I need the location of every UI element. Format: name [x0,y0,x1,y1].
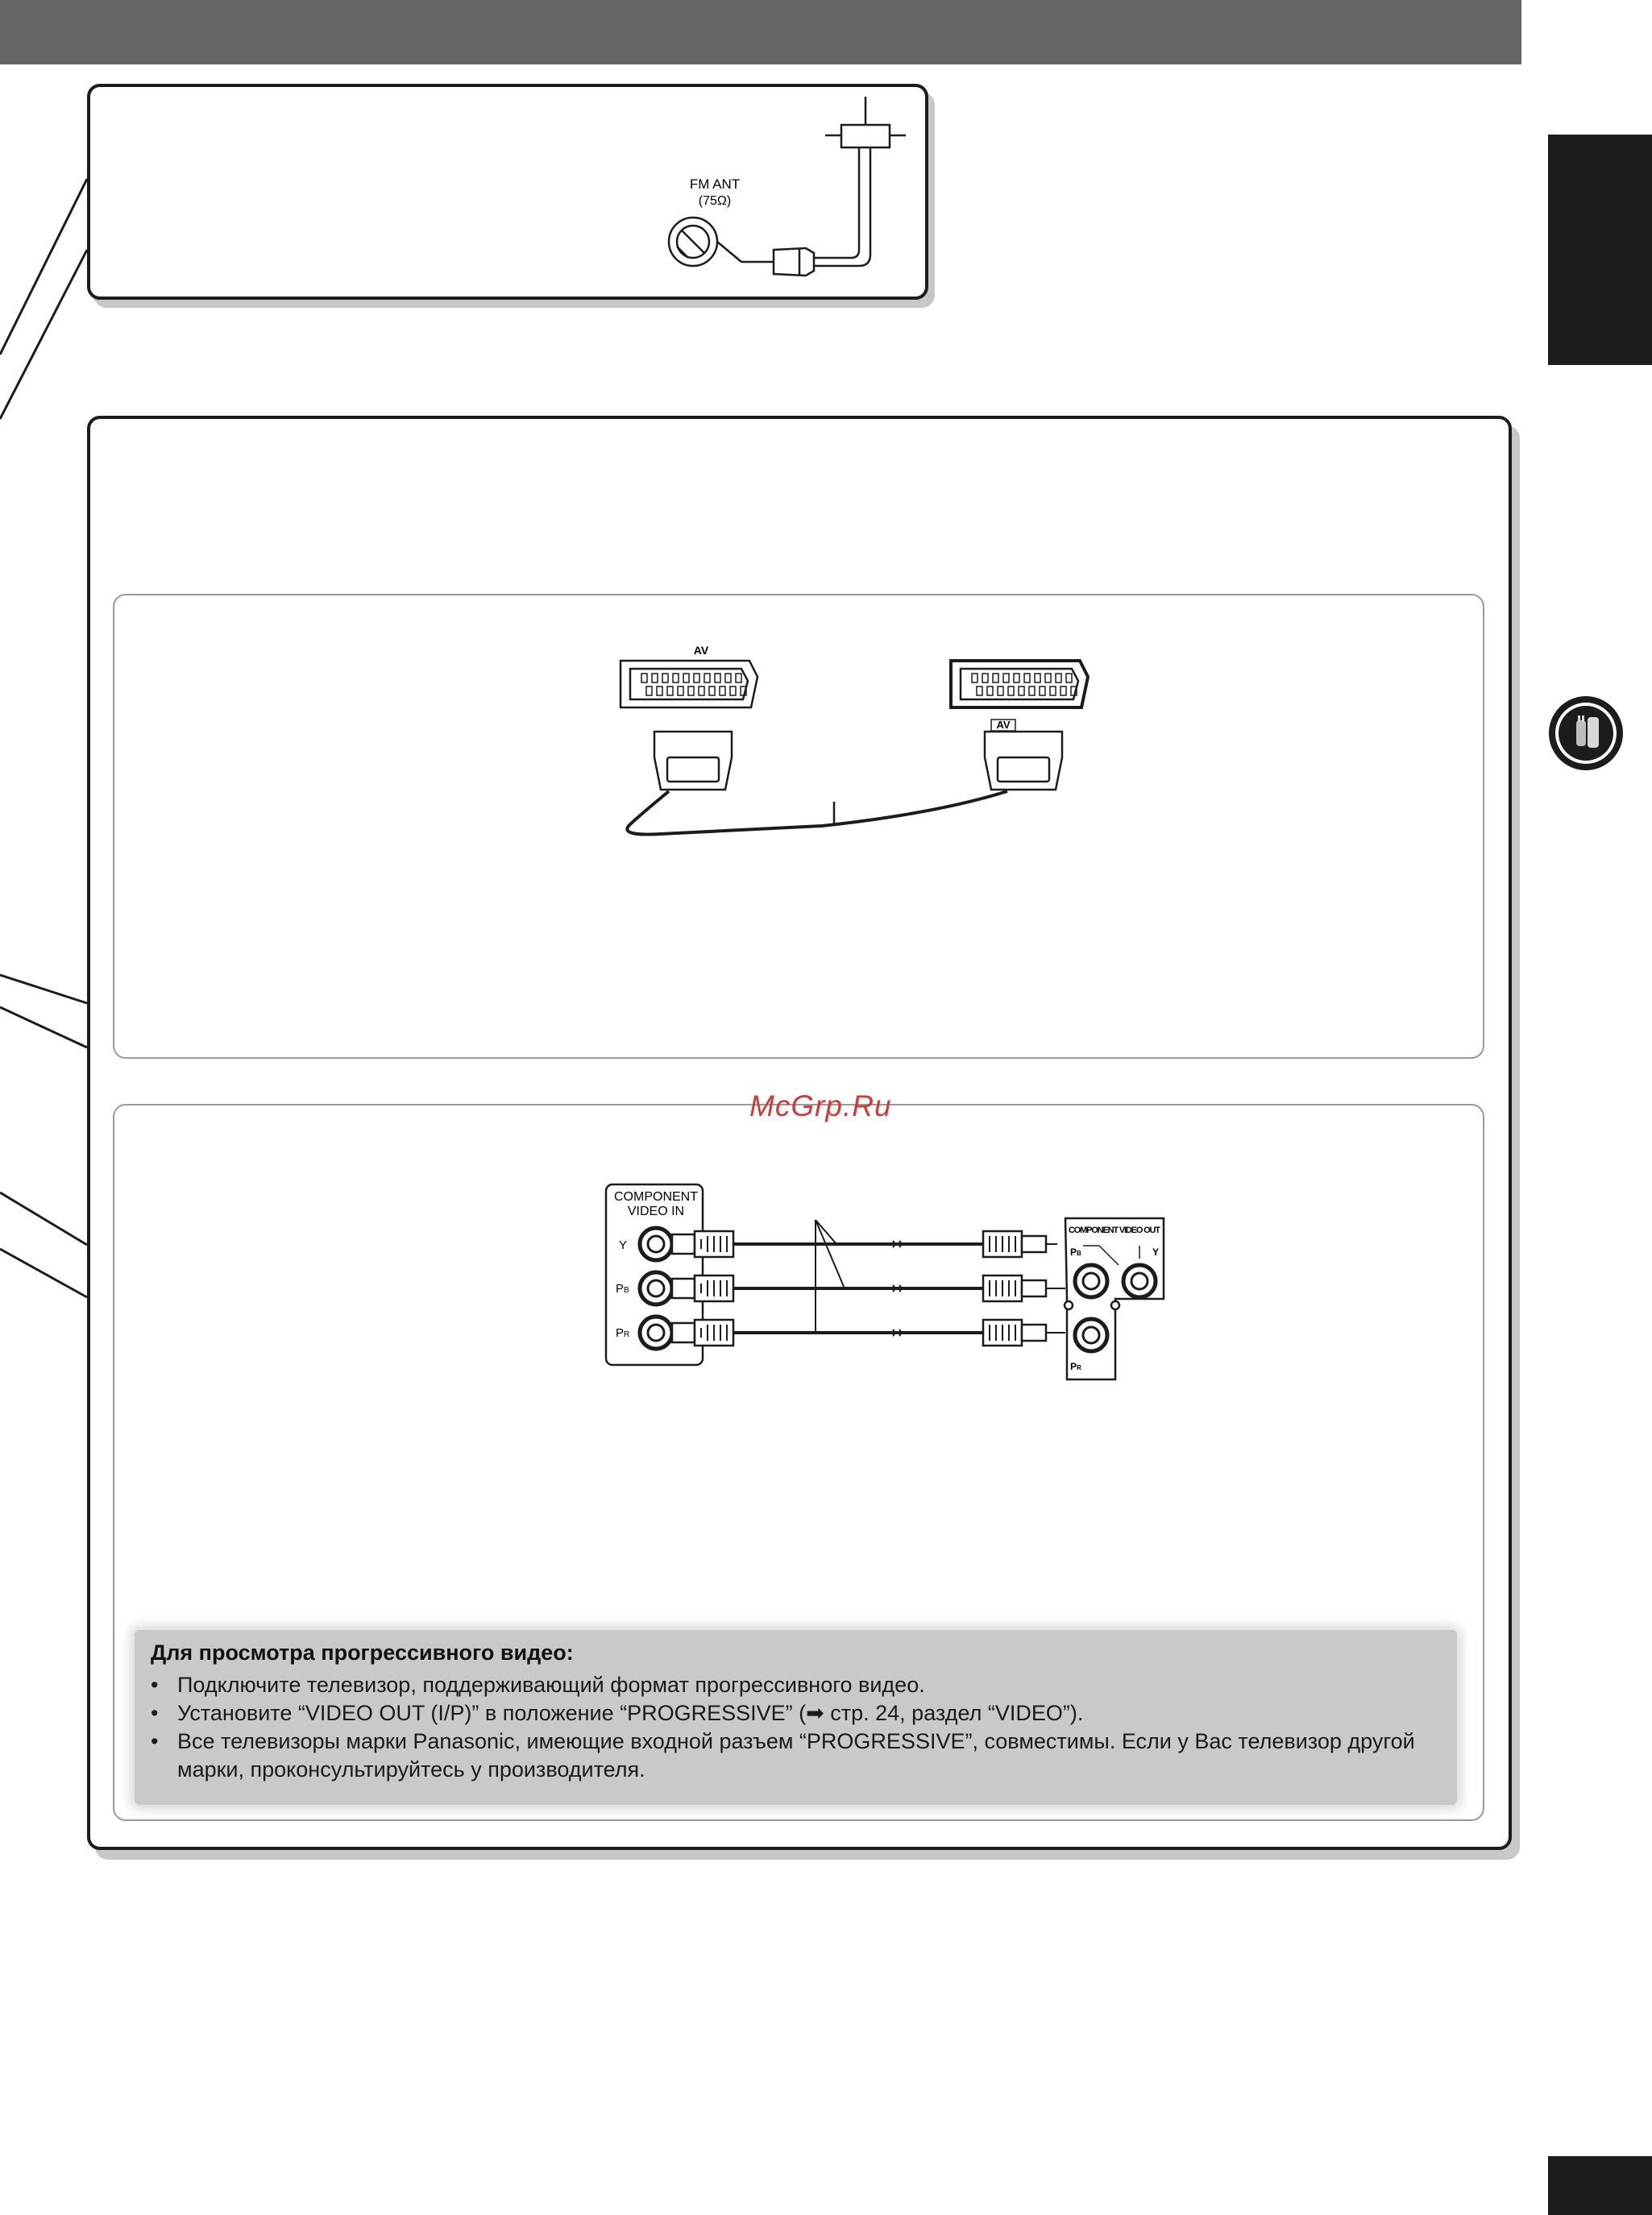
unit-component-title: COMPONENT VIDEO OUT [1069,1226,1160,1235]
fm-antenna-diagram [645,89,919,282]
tv-jack-pb-label: PB [616,1282,629,1296]
bullet: • [151,1701,159,1725]
unit-jack-pr-label: PR [1070,1361,1081,1372]
top-header-bar [0,0,1521,64]
bullet: • [151,1673,159,1697]
note-item-2 [151,1699,1440,1728]
note-text-2: Установите “VIDEO OUT (I/P)” в положение “PROGRESSIVE” (➡ стр. 24, раздел “VIDEO”). [177,1701,1084,1725]
tv-component-title-2: VIDEO IN [627,1205,685,1218]
guide-lines [0,0,97,1370]
unit-scart-label: AV [693,644,709,657]
fm-ant-impedance: (75Ω) [698,194,732,208]
note-item-1 [151,1671,1440,1699]
watermark: McGrp.Ru [749,1089,892,1122]
connection-section-icon [1546,693,1626,774]
tv-component-title-1: COMPONENT [614,1190,698,1204]
note-item-3 [151,1728,1440,1784]
note-text-3: Все телевизоры марки Panasonic, имеющие входной разъем “PROGRESSIVE”, совместимы. Если у Вас телевизор другой марки, проконсультируйтесь у производителя. [177,1729,1415,1782]
progressive-note-heading: Для просмотра прогрессивного видео: [151,1641,574,1665]
page-number-box [1548,2156,1652,2215]
unit-jack-y-label: Y [1152,1246,1160,1258]
fm-ant-label: FM ANT [689,176,741,192]
tv-scart-label: AV [996,719,1011,731]
bullet: • [151,1729,159,1753]
tv-jack-pr-label: PR [616,1326,630,1340]
component-video-diagram [603,1178,1167,1387]
tv-jack-y-label: Y [619,1238,628,1252]
scart-diagram [612,637,1096,846]
section-side-tab [1548,135,1652,365]
note-text-1: Подключите телевизор, поддерживающий формат прогрессивного видео. [177,1673,925,1697]
unit-jack-pb-label: PB [1070,1246,1081,1258]
